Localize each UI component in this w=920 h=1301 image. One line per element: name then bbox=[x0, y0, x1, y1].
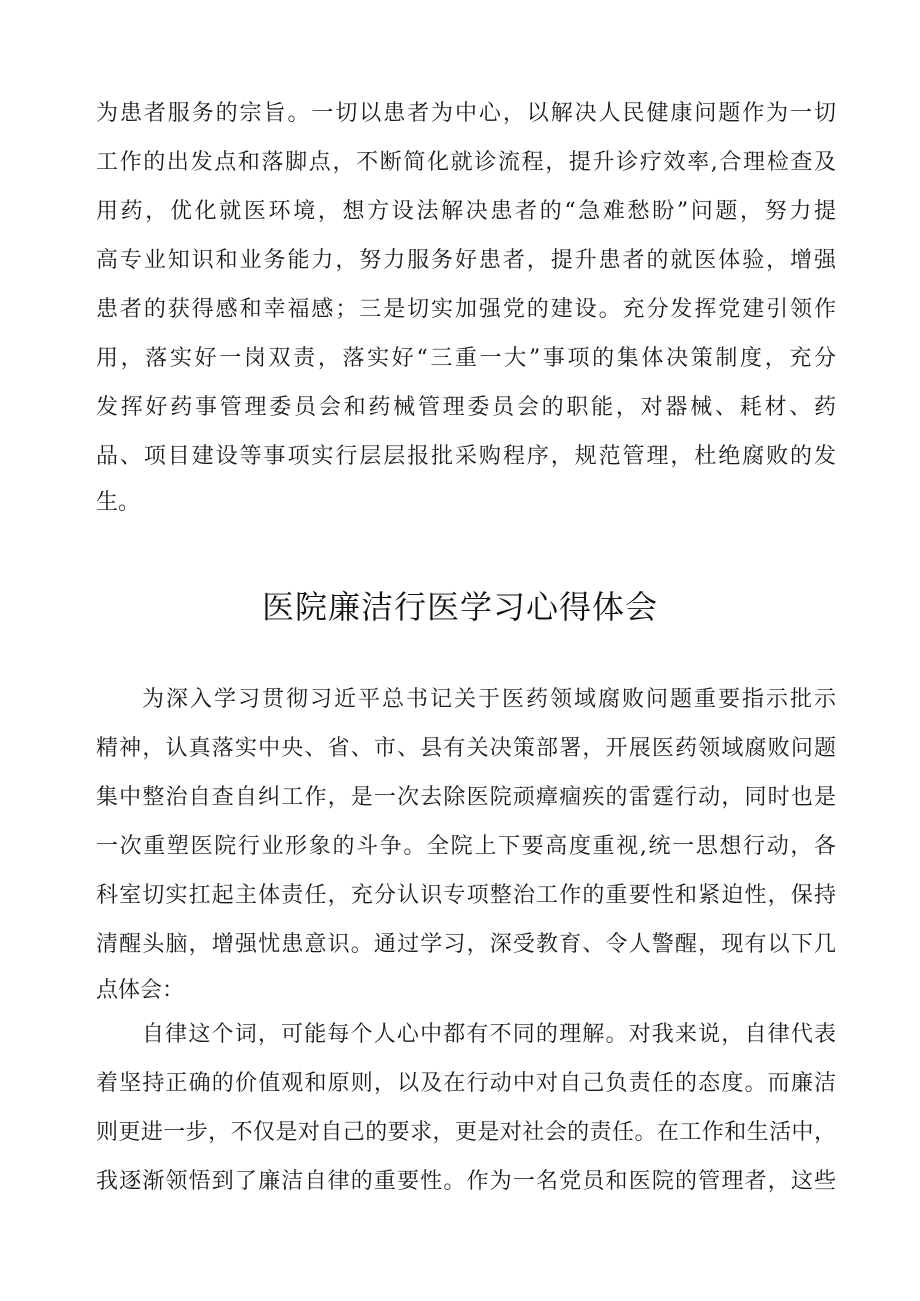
paragraph-line: 为深入学习贯彻习近平总书记关于医药领域腐败问题重要指示批示 bbox=[142, 687, 836, 712]
paragraph-line: 点体会： bbox=[96, 978, 185, 1003]
paragraph-line: 用药，优化就医环境，想方设法解决患者的“急难愁盼”问题，努力提 bbox=[96, 199, 836, 224]
paragraph-line: 着坚持正确的价值观和原则，以及在行动中对自己负责任的态度。而廉洁 bbox=[96, 1071, 836, 1096]
paragraph-line: 我逐渐领悟到了廉洁自律的重要性。作为一名党员和医院的管理者，这些 bbox=[96, 1169, 836, 1194]
document-title: 医院廉洁行医学习心得体会 bbox=[261, 588, 658, 626]
paragraph-line: 患者的获得感和幸福感；三是切实加强党的建设。充分发挥党建引领作 bbox=[96, 297, 836, 322]
paragraph-line: 品、项目建设等事项实行层层报批采购程序，规范管理，杜绝腐败的发 bbox=[96, 444, 836, 469]
paragraph-line: 用，落实好一岗双责，落实好“三重一大”事项的集体决策制度，充分 bbox=[96, 346, 836, 371]
paragraph-line: 自律这个词，可能每个人心中都有不同的理解。对我来说，自律代表 bbox=[142, 1022, 836, 1047]
paragraph-line: 高专业知识和业务能力，努力服务好患者，提升患者的就医体验，增强 bbox=[96, 248, 836, 273]
paragraph-line: 为患者服务的宗旨。一切以患者为中心，以解决人民健康问题作为一切 bbox=[96, 101, 836, 126]
paragraph-line: 集中整治自查自纠工作，是一次去除医院顽瘴痼疾的雷霆行动，同时也是 bbox=[96, 785, 836, 810]
paragraph-line: 精神，认真落实中央、省、市、县有关决策部署，开展医药领域腐败问题 bbox=[96, 736, 836, 761]
paragraph-line: 工作的出发点和落脚点，不断简化就诊流程，提升诊疗效率,合理检查及 bbox=[96, 150, 836, 175]
paragraph-line: 生。 bbox=[96, 490, 141, 515]
paragraph-line: 清醒头脑，增强忧患意识。通过学习，深受教育、令人警醒，现有以下几 bbox=[96, 932, 836, 957]
paragraph-line: 一次重塑医院行业形象的斗争。全院上下要高度重视,统一思想行动，各 bbox=[96, 834, 836, 859]
paragraph-line: 发挥好药事管理委员会和药械管理委员会的职能，对器械、耗材、药 bbox=[96, 395, 836, 420]
paragraph-line: 科室切实扛起主体责任，充分认识专项整治工作的重要性和紧迫性，保持 bbox=[96, 883, 836, 908]
paragraph-line: 则更进一步，不仅是对自己的要求，更是对社会的责任。在工作和生活中， bbox=[96, 1120, 836, 1145]
